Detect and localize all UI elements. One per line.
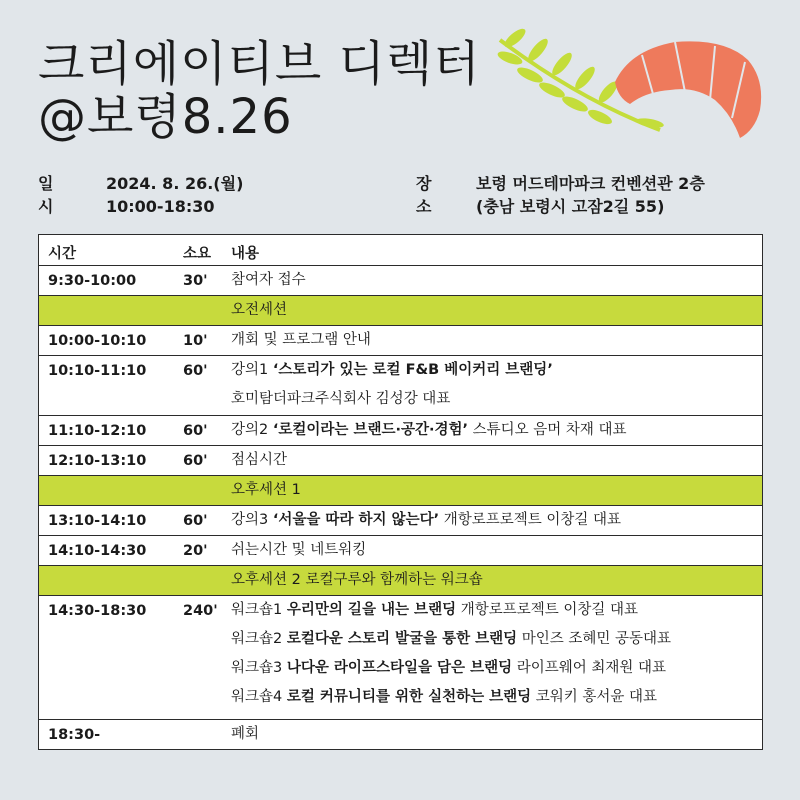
schedule-table xyxy=(38,234,763,750)
table-row xyxy=(39,445,762,475)
content-title: ‘로컬이라는 브랜드·공간·경험’ xyxy=(272,422,469,438)
content-line xyxy=(231,625,671,654)
content-text: 폐회 xyxy=(231,726,260,742)
content-title: 우리만의 길을 내는 브랜딩 xyxy=(286,602,457,618)
content-title: 나다운 라이프스타일을 담은 브랜딩 xyxy=(286,660,513,676)
row-time: 10:10-11:10 xyxy=(48,363,147,379)
illustration xyxy=(470,20,770,150)
page-title-line2: @보령8.26 xyxy=(38,89,293,145)
row-time: 13:10-14:10 xyxy=(48,513,147,529)
row-time: 14:10-14:30 xyxy=(48,543,147,559)
row-content xyxy=(231,476,301,505)
row-content xyxy=(231,356,553,414)
row-duration: 240' xyxy=(183,603,218,619)
content-line xyxy=(231,720,259,749)
place-label: 장소 xyxy=(416,174,432,216)
content-text: 코워키 홍서윤 대표 xyxy=(531,689,658,705)
session-row xyxy=(39,295,762,325)
content-text: 개회 및 프로그램 안내 xyxy=(231,332,371,348)
table-row xyxy=(39,505,762,535)
date-label: 일시 xyxy=(38,174,54,216)
content-line xyxy=(231,506,621,535)
content-text: 개항로프로젝트 이창길 대표 xyxy=(456,602,639,618)
address-value: (충남 보령시 고잠2길 55) xyxy=(476,197,665,216)
content-text: 오전세션 xyxy=(231,302,288,318)
content-text: 참여자 접수 xyxy=(231,272,306,288)
table-row xyxy=(39,265,762,295)
row-content xyxy=(231,596,671,712)
content-title: ‘스토리가 있는 로컬 F&B 베이커리 브랜딩’ xyxy=(272,362,553,378)
content-text: 강의1 xyxy=(231,362,273,378)
table-row xyxy=(39,325,762,355)
content-line xyxy=(231,296,287,325)
content-title: 로컬 커뮤니티를 위한 실천하는 브랜딩 xyxy=(286,689,532,705)
table-row xyxy=(39,355,762,415)
row-content xyxy=(231,566,483,595)
session-row xyxy=(39,565,762,595)
table-row xyxy=(39,719,762,749)
content-line xyxy=(231,654,671,683)
row-duration: 60' xyxy=(183,363,208,379)
table-row xyxy=(39,535,762,565)
table-header xyxy=(39,235,762,265)
row-content xyxy=(231,506,621,535)
header-content: 내용 xyxy=(231,246,260,262)
date-value: 2024. 8. 26.(월) xyxy=(106,174,244,193)
content-line xyxy=(231,385,553,414)
header-duration: 소요 xyxy=(183,246,212,262)
row-time: 9:30-10:00 xyxy=(48,273,137,289)
content-line xyxy=(231,596,671,625)
content-text: 쉬는시간 및 네트워킹 xyxy=(231,542,367,558)
content-line xyxy=(231,446,287,475)
content-text: 마인즈 조혜민 공동대표 xyxy=(517,631,672,647)
session-row xyxy=(39,475,762,505)
content-text: 워크숍2 xyxy=(231,631,287,647)
row-time: 11:10-12:10 xyxy=(48,423,147,439)
row-duration: 30' xyxy=(183,273,208,289)
row-time: 10:00-10:10 xyxy=(48,333,147,349)
row-duration: 60' xyxy=(183,513,208,529)
row-duration: 10' xyxy=(183,333,208,349)
content-text: 워크숍3 xyxy=(231,660,287,676)
content-title: ‘서울을 따라 하지 않는다’ xyxy=(272,512,440,528)
row-content xyxy=(231,446,287,475)
croissant-icon xyxy=(615,41,761,138)
content-line xyxy=(231,683,671,712)
content-title: 로컬다운 스토리 발굴을 통한 브랜딩 xyxy=(286,631,518,647)
content-text: 개항로프로젝트 이창길 대표 xyxy=(439,512,622,528)
content-text: 강의2 xyxy=(231,422,273,438)
header-time: 시간 xyxy=(48,246,77,262)
row-time: 12:10-13:10 xyxy=(48,453,147,469)
content-text: 호미탐더파크주식회사 김성강 대표 xyxy=(231,391,451,407)
content-line xyxy=(231,326,371,355)
row-content xyxy=(231,296,287,325)
page-title-line1: 크리에이티브 디렉터 xyxy=(38,36,481,92)
content-line xyxy=(231,476,301,505)
row-time: 18:30- xyxy=(48,727,101,743)
row-content xyxy=(231,720,259,749)
content-text: 점심시간 xyxy=(231,452,288,468)
content-text: 오후세션 2 로컬구루와 함께하는 워크숍 xyxy=(231,572,483,588)
content-line xyxy=(231,566,483,595)
content-text: 라이프웨어 최재원 대표 xyxy=(512,660,667,676)
content-text: 워크숍4 xyxy=(231,689,287,705)
row-content xyxy=(231,416,627,445)
content-text: 워크숍1 xyxy=(231,602,287,618)
row-content xyxy=(231,266,306,295)
time-value: 10:00-18:30 xyxy=(106,197,215,216)
table-row xyxy=(39,595,762,719)
table-row xyxy=(39,415,762,445)
content-text: 스튜디오 음머 차재 대표 xyxy=(468,422,627,438)
row-duration: 60' xyxy=(183,453,208,469)
content-line xyxy=(231,536,366,565)
row-time: 14:30-18:30 xyxy=(48,603,147,619)
content-line xyxy=(231,416,627,445)
row-content xyxy=(231,536,366,565)
content-text: 오후세션 1 xyxy=(231,482,301,498)
place-value: 보령 머드테마파크 컨벤션관 2층 xyxy=(476,174,705,193)
content-text: 강의3 xyxy=(231,512,273,528)
content-line xyxy=(231,356,553,385)
row-content xyxy=(231,326,371,355)
row-duration: 20' xyxy=(183,543,208,559)
row-duration: 60' xyxy=(183,423,208,439)
content-line xyxy=(231,266,306,295)
